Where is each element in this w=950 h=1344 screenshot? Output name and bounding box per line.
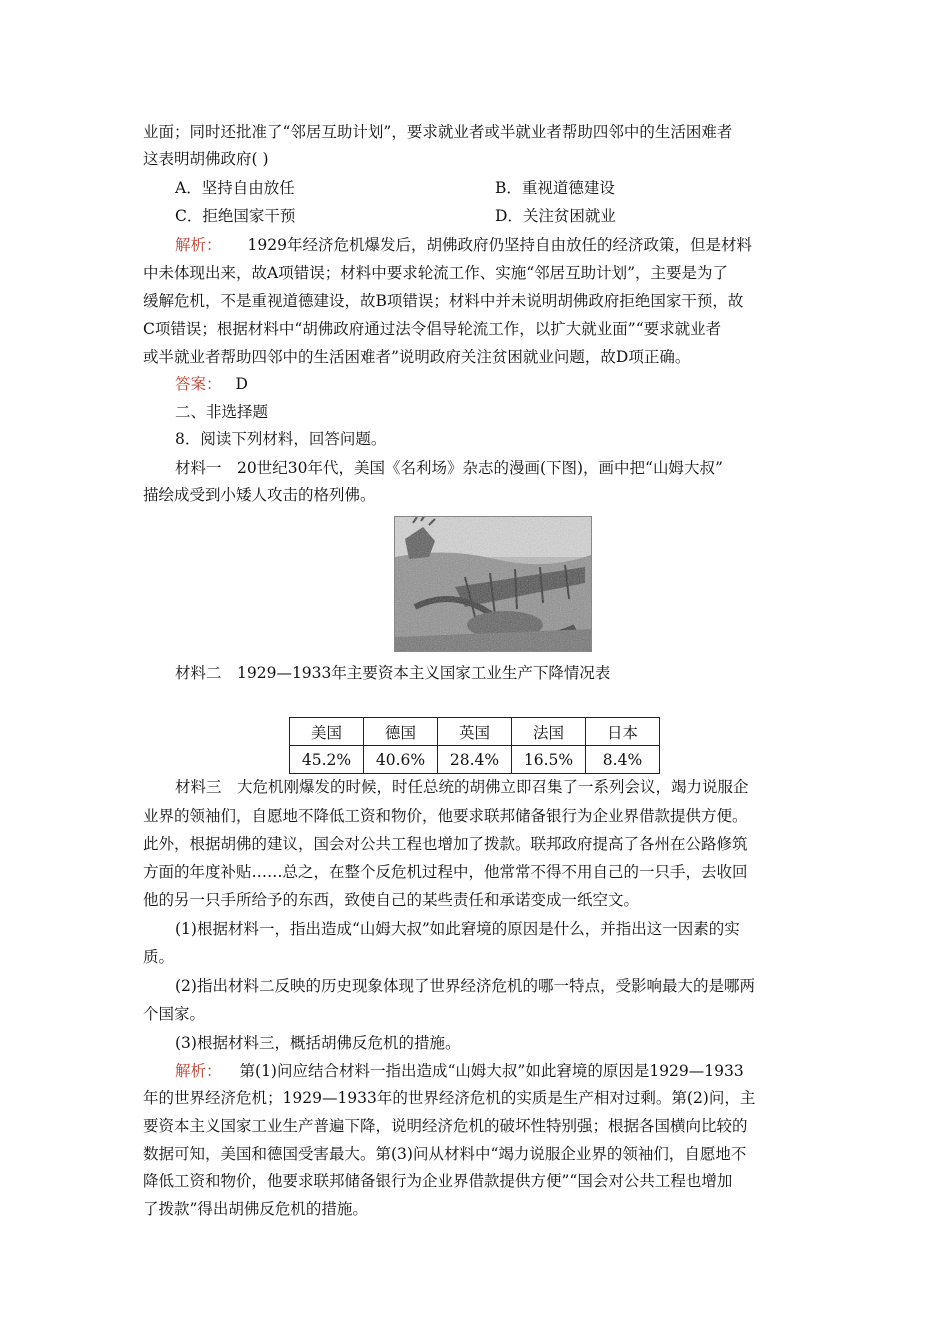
- material3-line-2: 业界的领袖们，自愿地不降低工资和物价，他要求联邦储备银行为企业界借款提供方便。: [143, 807, 748, 825]
- table-header-cell: 法国: [512, 718, 586, 746]
- question-1-line-1: (1)根据材料一，指出造成“山姆大叔”如此窘境的原因是什么，并指出这一因素的实: [175, 920, 740, 938]
- option-d: D．关注贫困就业: [495, 207, 616, 225]
- answer-label: 答案：: [175, 375, 222, 393]
- q7-analysis-line-1: [175, 234, 845, 256]
- q7-stem-line-2: 这表明胡佛政府( ): [143, 150, 269, 168]
- option-c: C．拒绝国家干预: [175, 207, 296, 225]
- option-b: B．重视道德建设: [495, 179, 615, 197]
- material1-line-2: 描绘成受到小矮人攻击的格列佛。: [143, 486, 376, 504]
- q7-analysis-line-4: C项错误；根据材料中“胡佛政府通过法令倡导轮流工作，以扩大就业面”“要求就业者: [143, 320, 722, 338]
- q7-analysis-line-5: 或半就业者帮助四邻中的生活困难者”说明政府关注贫困就业问题，故D项正确。: [143, 348, 691, 366]
- question-2-line-1: (2)指出材料二反映的历史现象体现了世界经济危机的哪一特点，受影响最大的是哪两: [175, 977, 755, 995]
- question-2-line-2: 个国家。: [143, 1005, 206, 1023]
- q7-analysis-line-2: 中未体现出来，故A项错误；材料中要求轮流工作、实施“邻居互助计划”，主要是为了: [143, 264, 729, 282]
- table-cell: 40.6%: [364, 746, 438, 774]
- question-3: (3)根据材料三，概括胡佛反危机的措施。: [175, 1034, 461, 1052]
- analysis-text: 第(1)问应结合材料一指出造成“山姆大叔”如此窘境的原因是1929—1933: [239, 1062, 744, 1080]
- q7-stem-line-1: 业面；同时还批准了“邻居互助计划”，要求就业者或半就业者帮助四邻中的生活困难者: [143, 123, 733, 141]
- analysis-label: 解析：: [175, 1062, 222, 1080]
- q7-answer: [175, 373, 845, 395]
- q8-analysis-line-3: 要资本主义国家工业生产普遍下降，说明经济危机的破坏性特别强；根据各国横向比较的: [143, 1117, 748, 1135]
- material3-line-3: 此外，根据胡佛的建议，国会对公共工程也增加了拨款。联邦政府提高了各州在公路修筑: [143, 835, 748, 853]
- q8-analysis-line-1: [175, 1060, 845, 1082]
- cartoon-illustration: [395, 517, 591, 651]
- table-cell: 45.2%: [290, 746, 364, 774]
- section-heading: 二、非选择题: [175, 403, 269, 421]
- table-cell: 16.5%: [512, 746, 586, 774]
- table-cell: 28.4%: [438, 746, 512, 774]
- analysis-text: 1929年经济危机爆发后，胡佛政府仍坚持自由放任的经济政策，但是材料: [247, 236, 752, 254]
- table-header-cell: 德国: [364, 718, 438, 746]
- q8-analysis-line-5: 降低工资和物价，他要求联邦储备银行为企业界借款提供方便”“国会对公共工程也增加: [143, 1172, 733, 1190]
- table-header-row: [290, 718, 660, 746]
- q7-analysis-line-3: 缓解危机，不是重视道德建设，故B项错误；材料中并未说明胡佛政府拒绝国家干预，故: [143, 292, 744, 310]
- answer-value: D: [235, 375, 248, 393]
- material3-line-5: 他的另一只手所给予的东西，致使自己的某些责任和承诺变成一纸空文。: [143, 891, 640, 909]
- table-row: [290, 746, 660, 774]
- q8-analysis-line-2: 年的世界经济危机；1929—1933年的世界经济危机的实质是生产相对过剩。第(2)问，主: [143, 1089, 756, 1107]
- table-header-cell: 美国: [290, 718, 364, 746]
- q8-intro: 8．阅读下列材料，回答问题。: [175, 430, 387, 448]
- table-header-cell: 日本: [586, 718, 660, 746]
- analysis-label: 解析：: [175, 236, 222, 254]
- material1-line-1: 材料一 20世纪30年代，美国《名利场》杂志的漫画(下图)，画中把“山姆大叔”: [175, 459, 723, 477]
- option-a: A．坚持自由放任: [175, 179, 295, 197]
- q8-analysis-line-6: 了拨款”得出胡佛反危机的措施。: [143, 1200, 368, 1218]
- table-header-cell: 英国: [438, 718, 512, 746]
- q8-analysis-line-4: 数据可知，美国和德国受害最大。第(3)问从材料中“竭力说服企业界的领袖们，自愿地不: [143, 1145, 747, 1163]
- material3-line-4: 方面的年度补贴……总之，在整个反危机过程中，他常常不得不用自己的一只手，去收回: [143, 863, 748, 881]
- material3-line-1: 材料三 大危机刚爆发的时候，时任总统的胡佛立即召集了一系列会议，竭力说服企: [175, 778, 749, 796]
- production-decline-table: [289, 717, 660, 774]
- table-cell: 8.4%: [586, 746, 660, 774]
- cartoon-image: [394, 516, 592, 652]
- question-1-line-2: 质。: [143, 948, 175, 966]
- material2-title: 材料二 1929—1933年主要资本主义国家工业生产下降情况表: [175, 664, 611, 682]
